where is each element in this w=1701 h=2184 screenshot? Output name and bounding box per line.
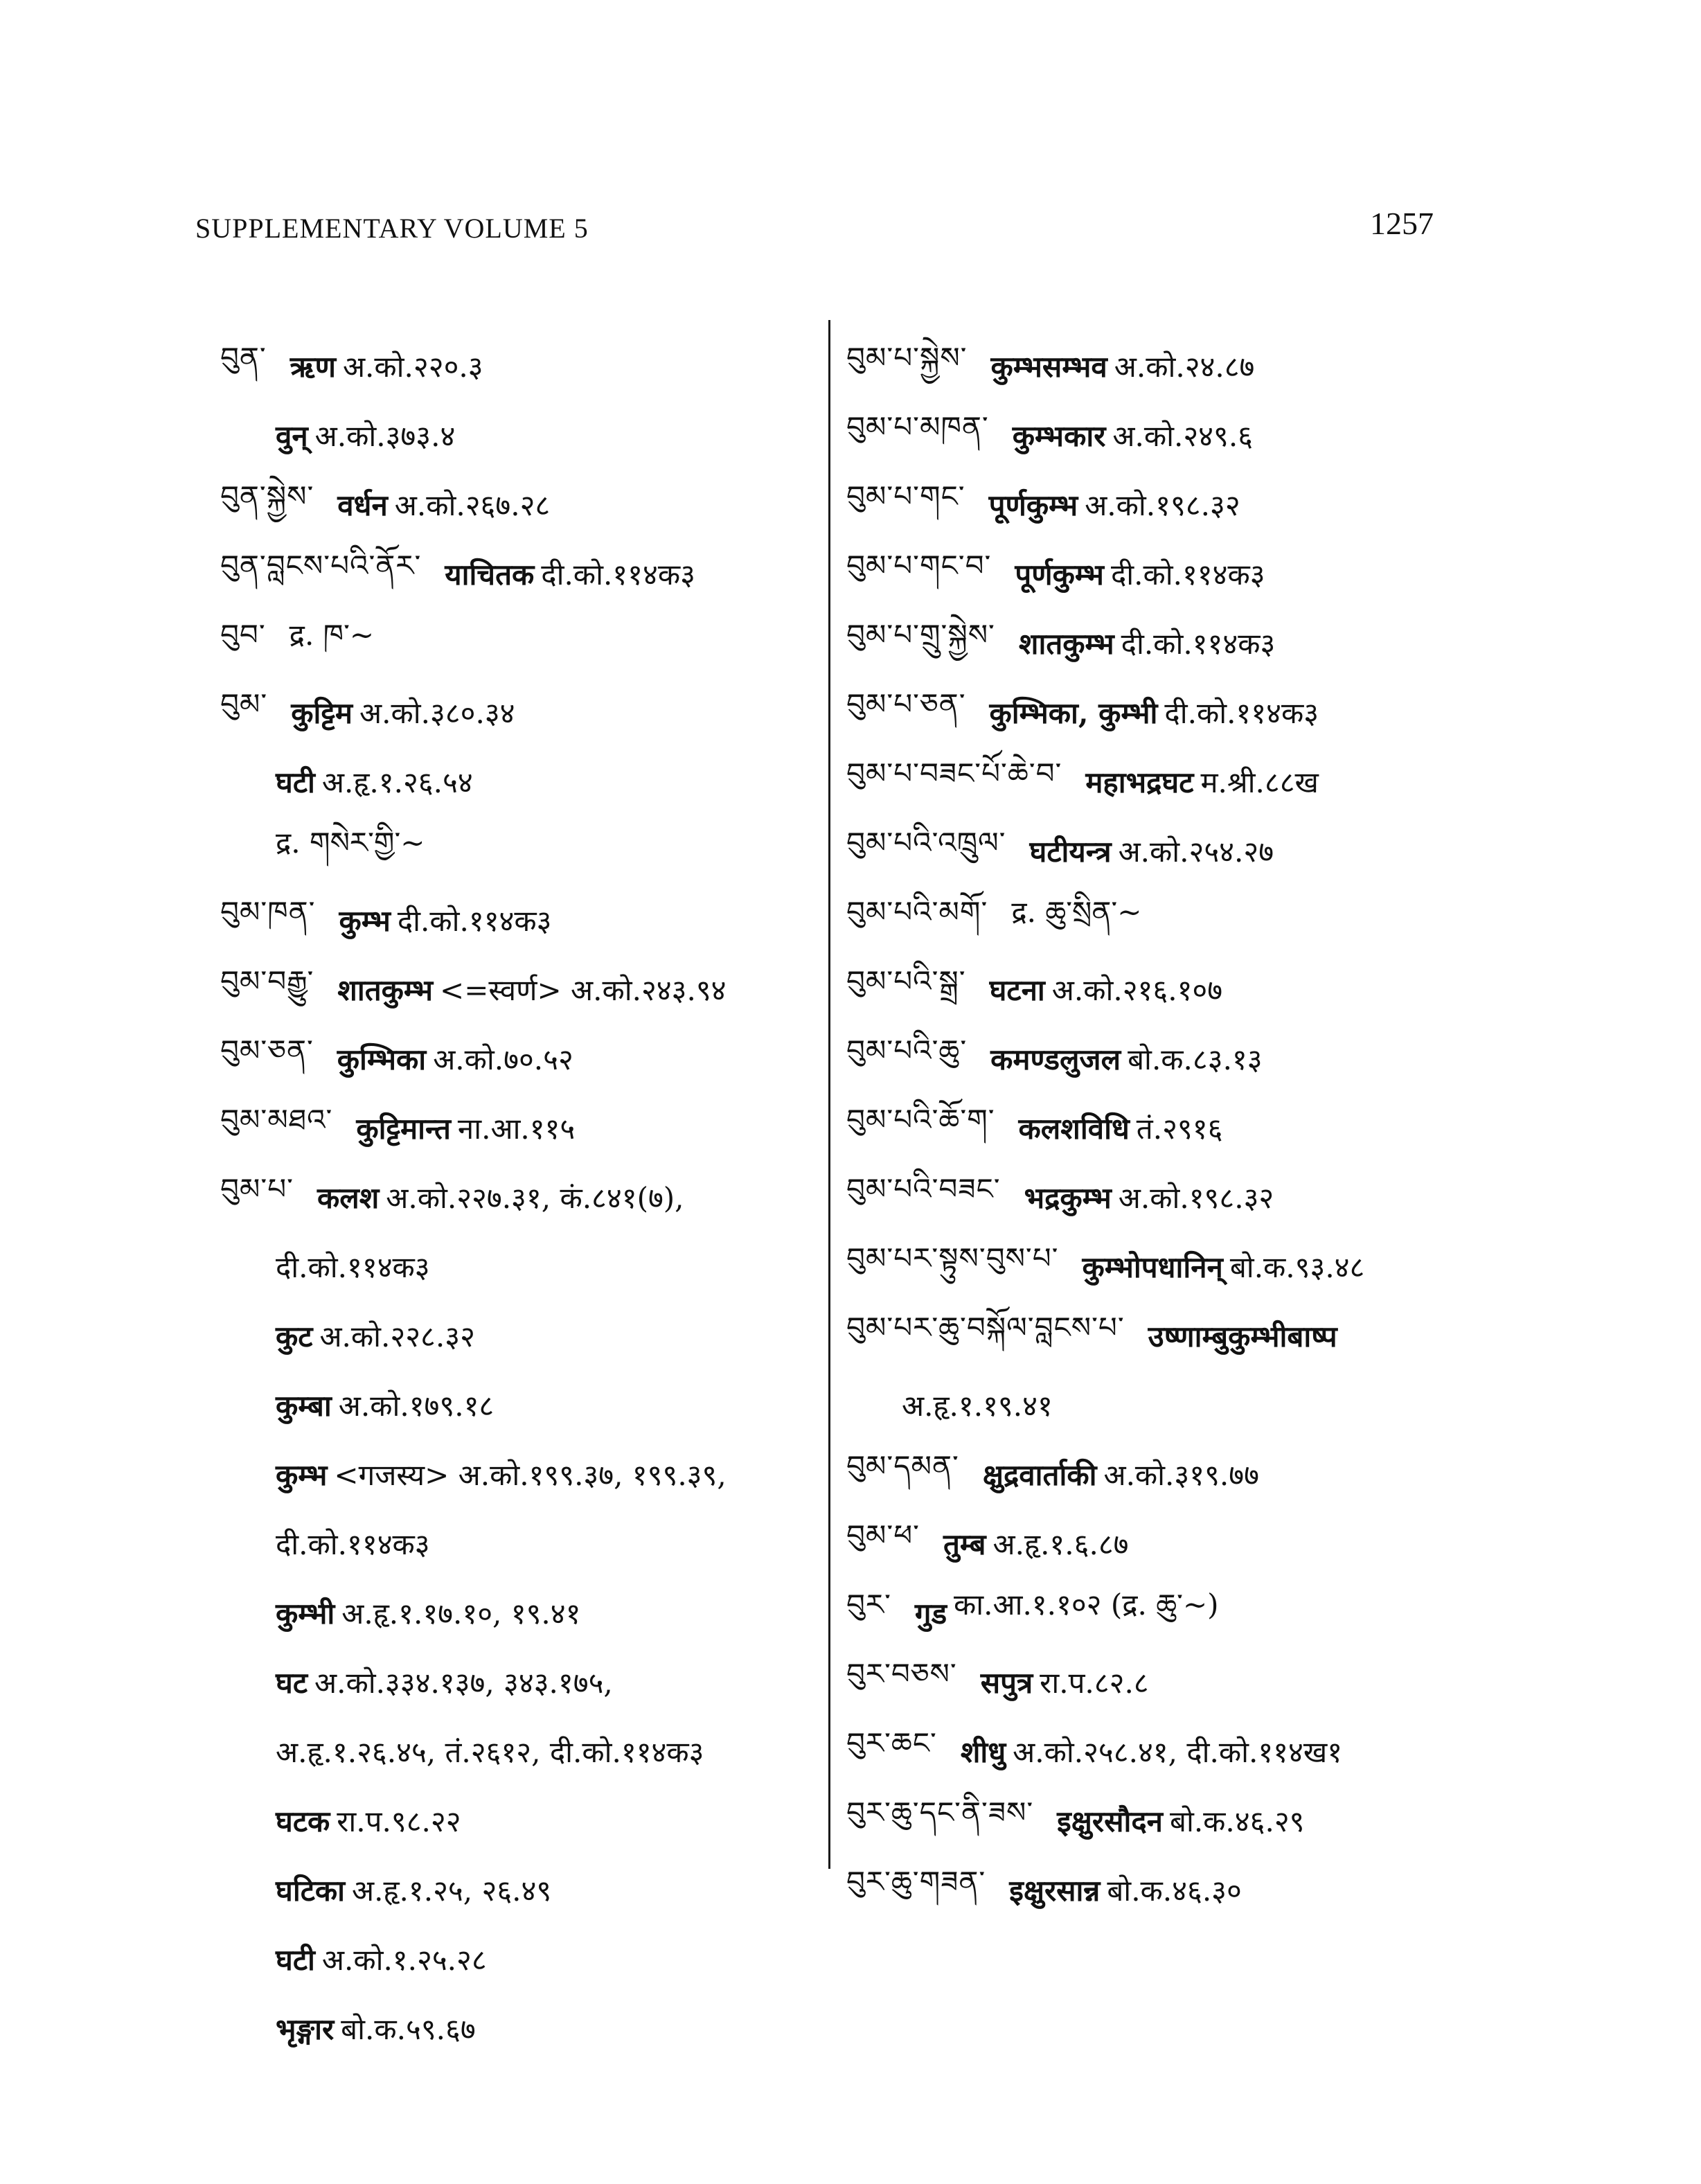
sanskrit-equivalent: पूर्णकुम्भ (1015, 557, 1104, 592)
sanskrit-equivalent: कुम्भी (276, 1596, 335, 1631)
source-reference: द्र. གསེར་གྱི་~ (276, 825, 425, 860)
source-reference: दी.को.११४क३ (1110, 557, 1265, 592)
source-reference: अ.को.३१९.७७ (1103, 1457, 1259, 1492)
tibetan-headword: བུམ་པ་བཟང་པོ་ཆེ་བ་ (846, 756, 1062, 790)
tibetan-headword: བུམ་པ་ཅན་ (846, 686, 966, 721)
sanskrit-equivalent: ऋण (290, 349, 336, 384)
source-reference: अ.हृ.१.१९.४१ (902, 1388, 1053, 1423)
dictionary-entry (220, 539, 830, 608)
sanskrit-equivalent: कुट्टिम (291, 695, 353, 730)
entry-continuation (220, 1232, 830, 1301)
source-reference: बो.क.५९.६७ (341, 2012, 476, 2046)
tibetan-headword: བུམ་པ་སྐྱེས་ (846, 340, 968, 375)
sanskrit-equivalent: कुट (276, 1319, 313, 1353)
tibetan-headword: བུན་བླངས་པའི་ནོར་ (220, 548, 422, 583)
dictionary-subentry (220, 1647, 830, 1716)
dictionary-entry (220, 1093, 830, 1162)
dictionary-entry (846, 1786, 1470, 1855)
source-reference: अ.को.३३४.१३७, ३४३.१७५, (314, 1665, 613, 1700)
sanskrit-equivalent: सपुत्र (980, 1665, 1033, 1700)
dictionary-entry (220, 608, 830, 677)
dictionary-entry (846, 1647, 1470, 1716)
tibetan-headword: བུམ་དམན་ (846, 1448, 959, 1483)
source-reference: बो.क.४६.२९ (1169, 1804, 1305, 1838)
dictionary-entry (220, 470, 830, 539)
dictionary-entry (846, 539, 1470, 608)
tibetan-headword: བུམ་པར་སྟུས་བུས་པ་ (846, 1241, 1059, 1275)
dictionary-entry (846, 470, 1470, 539)
sanskrit-equivalent: क्षुद्रवार्ताकी (982, 1457, 1097, 1492)
sanskrit-equivalent: महाभद्रघट (1085, 765, 1194, 799)
tibetan-headword: བུམ་ཅན་ (220, 1033, 314, 1067)
dictionary-subentry (220, 1855, 830, 1924)
dictionary-entry (220, 1162, 830, 1232)
tibetan-headword: བུམ་པའི་འཁྲུལ་ (846, 825, 1006, 860)
dictionary-subentry (220, 816, 830, 885)
source-reference: म.श्री.८८ख (1200, 765, 1319, 799)
source-reference: अ.हृ.१.६.८७ (992, 1527, 1129, 1561)
dictionary-entry (846, 1301, 1470, 1370)
source-reference: अ.हृ.१.२६.४५, तं.२६१२, दी.को.११४क३ (276, 1734, 704, 1769)
dictionary-subentry (220, 1994, 830, 2063)
sanskrit-equivalent: पूर्णकुम्भ (988, 488, 1078, 522)
source-reference: दी.को.११४क३ (276, 1250, 430, 1284)
dictionary-entry (846, 885, 1470, 955)
source-reference: दी.को.११४क३ (1121, 626, 1276, 661)
source-reference: अ.को.२५४.२७ (1118, 834, 1274, 869)
sanskrit-equivalent: घट (276, 1665, 308, 1700)
sanskrit-equivalent: कुम्भकार (1012, 418, 1106, 453)
page-number: 1257 (1370, 206, 1434, 241)
tibetan-headword: བུབ་ (220, 617, 266, 652)
sanskrit-equivalent: इक्षुरसान्न (1009, 1873, 1101, 1908)
tibetan-headword: བུར་ (846, 1587, 891, 1622)
source-reference: अ.हृ.१.२५, २६.४९ (352, 1873, 552, 1908)
source-reference: का.आ.१.१०२ (द्र. ཆུ་~) (954, 1587, 1219, 1622)
entry-continuation (220, 1509, 830, 1578)
source-reference: अ.को.१९८.३२ (1118, 1180, 1274, 1215)
source-reference: अ.को.२४९.६ (1112, 418, 1254, 453)
dictionary-entry (220, 331, 830, 400)
sanskrit-equivalent: घटी (276, 1942, 315, 1977)
tibetan-headword: བུམ་པའི་ཆོ་ག་ (846, 1102, 995, 1137)
sanskrit-equivalent: भद्रकुम्भ (1024, 1180, 1112, 1215)
tibetan-headword: བུམ་པ་མཁན་ (846, 409, 989, 444)
sanskrit-equivalent: शातकुम्भ (337, 973, 434, 1007)
dictionary-subentry (220, 1924, 830, 1994)
source-reference: अ.हृ.१.२६.५४ (321, 765, 473, 799)
sanskrit-equivalent: वर्धन (337, 488, 388, 522)
sanskrit-equivalent: कुम्भ (276, 1457, 328, 1492)
source-reference: अ.को.३७३.४ (314, 418, 456, 453)
source-reference: अ.को.१९८.३२ (1085, 488, 1240, 522)
source-reference: अ.को.१.२५.२८ (321, 1942, 487, 1977)
left-column (220, 331, 830, 2063)
dictionary-entry (846, 1024, 1470, 1093)
sanskrit-equivalent: घटिका (276, 1873, 346, 1908)
tibetan-headword: བུམ་པའི་ཆུ་ (846, 1033, 968, 1067)
dictionary-entry (846, 400, 1470, 470)
tibetan-headword: བུམ་པ་ (220, 1171, 294, 1206)
source-reference: अ.को.३८०.३४ (359, 695, 515, 730)
source-reference: द्र. ཆུ་སྲིན་~ (1011, 894, 1142, 929)
source-reference: अ.को.२५८.४१, दी.को.११४ख१ (1013, 1734, 1343, 1769)
dictionary-entry (846, 1232, 1470, 1301)
tibetan-headword: བུམ་པའི་བཟང་ (846, 1171, 1001, 1206)
source-reference: अ.को.२२०.३ (342, 349, 483, 384)
sanskrit-equivalent: घटक (276, 1804, 330, 1838)
source-reference: <गजस्य> अ.को.१९९.३७, १९९.३९, (334, 1457, 727, 1492)
tibetan-headword: བུམ་ཕ་ (846, 1518, 920, 1552)
dictionary-entry (846, 1716, 1470, 1786)
sanskrit-equivalent: घटीयन्त्र (1029, 834, 1112, 869)
sanskrit-equivalent: शातकुम्भ (1018, 626, 1114, 661)
tibetan-headword: བུན་སྐྱེས་ (220, 479, 314, 513)
dictionary-subentry (220, 1578, 830, 1647)
dictionary-entry (846, 747, 1470, 816)
sanskrit-equivalent: तुम्ब (943, 1527, 986, 1561)
tibetan-headword: བུམ་པ་གྲུ་སྐྱེས་ (846, 617, 995, 652)
dictionary-subentry (220, 400, 830, 470)
source-reference: द्र. ཁ་~ (289, 617, 375, 652)
sanskrit-equivalent: कुम्बा (276, 1388, 332, 1423)
right-column (846, 331, 1470, 1924)
dictionary-subentry (220, 1370, 830, 1439)
sanskrit-equivalent: भृङ्गार (276, 2012, 335, 2046)
dictionary-entry (220, 1024, 830, 1093)
sanskrit-equivalent: कुम्भिका, कुम्भी (989, 695, 1158, 730)
source-reference: तं.२९१६ (1136, 1111, 1223, 1146)
sanskrit-equivalent: कलश (317, 1180, 380, 1215)
tibetan-headword: བུན་ (220, 340, 267, 375)
sanskrit-equivalent: घटना (989, 973, 1045, 1007)
tibetan-headword: བུམ་པ་གང་བ་ (846, 548, 992, 583)
dictionary-entry (846, 1855, 1470, 1924)
tibetan-headword: བུམ་ (220, 686, 268, 721)
dictionary-entry (846, 1162, 1470, 1232)
dictionary-entry (846, 331, 1470, 400)
source-reference: दी.को.११४क३ (1164, 695, 1319, 730)
dictionary-entry (846, 955, 1470, 1024)
source-reference: अ.को.७०.५२ (433, 1042, 573, 1076)
tibetan-headword: བུམ་པར་ཆུ་བསྐོལ་བླངས་པ་ (846, 1310, 1125, 1344)
source-reference: बो.क.९३.४८ (1229, 1250, 1365, 1284)
dictionary-subentry (220, 1439, 830, 1509)
sanskrit-equivalent: कुट्टिमान्त (356, 1111, 451, 1146)
dictionary-entry (846, 677, 1470, 747)
source-reference: अ.को.२१६.१०७ (1051, 973, 1223, 1007)
source-reference: रा.प.८२.८ (1040, 1665, 1149, 1700)
sanskrit-equivalent: शीधु (960, 1734, 1006, 1769)
source-reference: बो.क.८३.१३ (1128, 1042, 1263, 1076)
dictionary-entry (220, 885, 830, 955)
sanskrit-equivalent: वुन् (276, 418, 308, 453)
dictionary-subentry (220, 747, 830, 816)
source-reference: बो.क.४६.३० (1107, 1873, 1242, 1908)
dictionary-subentry (220, 1786, 830, 1855)
source-reference: दी.को.११४क३ (276, 1527, 430, 1561)
sanskrit-equivalent: गुड (914, 1596, 947, 1631)
tibetan-headword: བུམ་བརྒྱུ་ (220, 964, 314, 998)
source-reference: अ.को.२६७.२८ (394, 488, 551, 522)
sanskrit-equivalent: कुम्भसम्भव (990, 349, 1107, 384)
dictionary-entry (220, 955, 830, 1024)
sanskrit-equivalent: कलशविधि (1018, 1111, 1130, 1146)
sanskrit-equivalent: कमण्डलुजल (990, 1042, 1121, 1076)
tibetan-headword: བུམ་པའི་མགོ་ (846, 894, 988, 929)
tibetan-headword: བུམ་པའི་སྒྲ་ (846, 964, 966, 998)
tibetan-headword: བུམ་པ་གང་ (846, 479, 965, 513)
sanskrit-equivalent: कुम्भिका (337, 1042, 427, 1076)
source-reference: <=स्वर्ण> अ.को.२४३.९४ (440, 973, 727, 1007)
sanskrit-equivalent: घटी (276, 765, 315, 799)
dictionary-entry (846, 1439, 1470, 1509)
sanskrit-equivalent: इक्षुरसौदन (1057, 1804, 1163, 1838)
running-header-title: SUPPLEMENTARY VOLUME 5 (195, 213, 589, 244)
tibetan-headword: བུར་ཆུ་དང་ནི་ཟས་ (846, 1795, 1034, 1829)
entry-continuation (846, 1370, 1470, 1439)
source-reference: दी.को.११४क३ (541, 557, 695, 592)
source-reference: अ.हृ.१.१७.१०, १९.४१ (341, 1596, 581, 1631)
sanskrit-equivalent: उष्णाम्बुकुम्भीबाष्प (1148, 1319, 1337, 1353)
source-reference: अ.को.२२८.३२ (319, 1319, 475, 1353)
source-reference: दी.को.११४क३ (397, 903, 552, 938)
tibetan-headword: བུམ་ཁན་ (220, 894, 316, 929)
entry-continuation (220, 1716, 830, 1786)
sanskrit-equivalent: याचितक (445, 557, 535, 592)
dictionary-entry (846, 816, 1470, 885)
tibetan-headword: བུམ་མཐའ་ (220, 1102, 333, 1137)
dictionary-entry (846, 1093, 1470, 1162)
source-reference: अ.को.१७९.१८ (338, 1388, 495, 1423)
tibetan-headword: བུར་ཆུ་གཟན་ (846, 1864, 986, 1899)
dictionary-entry (846, 1578, 1470, 1647)
sanskrit-equivalent: कुम्भोपधानिन् (1082, 1250, 1223, 1284)
sanskrit-equivalent: कुम्भ (339, 903, 391, 938)
dictionary-subentry (220, 1301, 830, 1370)
source-reference: ना.आ.११५ (457, 1111, 576, 1146)
source-reference: रा.प.९८.२२ (337, 1804, 461, 1838)
dictionary-entry (846, 1509, 1470, 1578)
tibetan-headword: བུར་བཅས་ (846, 1656, 957, 1691)
source-reference: अ.को.२४.८७ (1114, 349, 1255, 384)
dictionary-entry (220, 677, 830, 747)
tibetan-headword: བུར་ཆང་ (846, 1725, 937, 1760)
source-reference: अ.को.२२७.३१, कं.८४१(७), (386, 1180, 684, 1215)
dictionary-entry (846, 608, 1470, 677)
